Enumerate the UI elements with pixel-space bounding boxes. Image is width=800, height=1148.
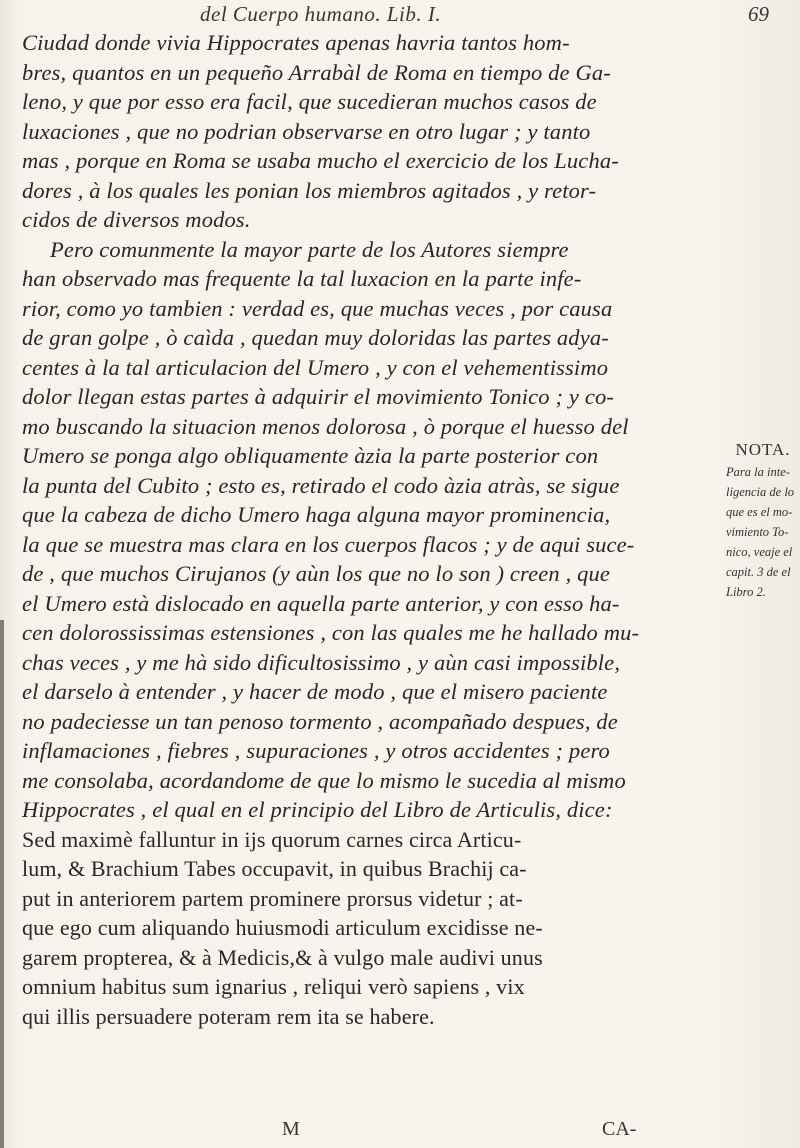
margin-note-line: ligencia de lo: [726, 485, 795, 499]
text-line: no padeciesse un tan penoso tormento , acompañado despues, de: [22, 708, 618, 734]
latin-quote-line: garem propterea, & à Medicis,& à vulgo male audivi unus: [22, 944, 543, 970]
latin-quote-line: put in anteriorem partem prominere prorsus videtur ; at-: [22, 885, 523, 911]
paragraph-start-line: Pero comunmente la mayor parte de los Autores siempre: [50, 236, 569, 262]
text-line: centes à la tal articulacion del Umero , y con el vehementissimo: [22, 354, 609, 380]
running-title: del Cuerpo humano. Lib. I.: [200, 2, 442, 26]
binding-shadow: [0, 620, 4, 1148]
text-line: Ciudad donde vivia Hippocrates apenas havria tantos hom-: [22, 30, 570, 55]
text-line: bres, quantos en un pequeño Arrabàl de Roma en tiempo de Ga-: [22, 59, 611, 85]
text-line: Hippocrates , el qual en el principio del Libro de Articulis, dice:: [22, 797, 613, 822]
catchword: CA-: [602, 1118, 637, 1140]
text-line: han observado mas frequente la tal luxacion en la parte infe-: [22, 266, 582, 291]
text-line: luxaciones , que no podrian observarse en otro lugar ; y tanto: [22, 118, 591, 144]
text-line: mo buscando la situacion menos dolorosa , ò porque el huesso del: [22, 413, 629, 439]
latin-quote-line: qui illis persuadere poteram rem ita se habere.: [22, 1003, 435, 1029]
signature-mark: M: [282, 1118, 300, 1140]
margin-note-line: que es el mo-: [726, 505, 793, 519]
text-line: dolor llegan estas partes à adquirir el movimiento Tonico ; y co-: [22, 384, 614, 409]
text-line: la punta del Cubito ; esto es, retirado el codo àzia atràs, se sigue: [22, 472, 620, 498]
text-line: de , que muchos Cirujanos (y aùn los que no lo son ) creen , que: [22, 561, 611, 586]
text-line: que la cabeza de dicho Umero haga alguna mayor prominencia,: [22, 502, 611, 527]
latin-quote-line: Sed maximè falluntur in ijs quorum carnes circa Articu-: [22, 826, 522, 852]
text-line: de gran golpe , ò caìda , quedan muy doloridas las partes adya-: [22, 325, 609, 350]
margin-note-line: Libro 2.: [726, 585, 766, 599]
text-line: cidos de diversos modos.: [22, 207, 251, 232]
margin-note: [726, 440, 800, 602]
latin-quote-line: omnium habitus sum ignarius , reliqui verò sapiens , vix: [22, 974, 525, 999]
running-header: [0, 2, 800, 28]
latin-quote-line: que ego cum aliquando huiusmodi articulum excidisse ne-: [22, 915, 543, 940]
text-line: rior, como yo tambien : verdad es, que muchas veces , por causa: [22, 295, 613, 321]
margin-note-heading: NOTA.: [735, 440, 791, 459]
page-number: 69: [748, 2, 769, 26]
margin-note-line: Para la inte-: [726, 465, 790, 479]
margin-note-line: capit. 3 de el: [726, 565, 791, 579]
text-line: chas veces , y me hà sido dificultosissimo , y aùn casi impossible,: [22, 649, 621, 675]
margin-note-line: nico, veaje el: [726, 545, 793, 559]
page-footer: [0, 1118, 800, 1148]
text-line: la que se muestra mas clara en los cuerpos flacos ; y de aqui suce-: [22, 531, 635, 557]
margin-note-line: vimiento To-: [726, 525, 789, 539]
text-line: me consolaba, acordandome de que lo mismo le sucedia al mismo: [22, 767, 626, 793]
latin-quote-line: lum, & Brachium Tabes occupavit, in quibus Brachij ca-: [22, 856, 527, 881]
text-line: dores , à los quales les ponian los miembros agitados , y retor-: [22, 177, 597, 203]
text-line: el Umero està dislocado en aquella parte anterior, y con esso ha-: [22, 590, 620, 616]
main-text-block: [22, 28, 722, 1031]
text-line: leno, y que por esso era facil, que sucedieran muchos casos de: [22, 89, 597, 114]
text-line: Umero se ponga algo obliquamente àzia la parte posterior con: [22, 443, 599, 468]
text-line: cen dolorossissimas estensiones , con las quales me he hallado mu-: [22, 620, 640, 645]
text-line: inflamaciones , fiebres , supuraciones , y otros accidentes ; pero: [22, 738, 610, 763]
text-line: el darselo à entender , y hacer de modo , que el misero paciente: [22, 679, 608, 704]
text-line: mas , porque en Roma se usaba mucho el exercicio de los Lucha-: [22, 148, 619, 173]
